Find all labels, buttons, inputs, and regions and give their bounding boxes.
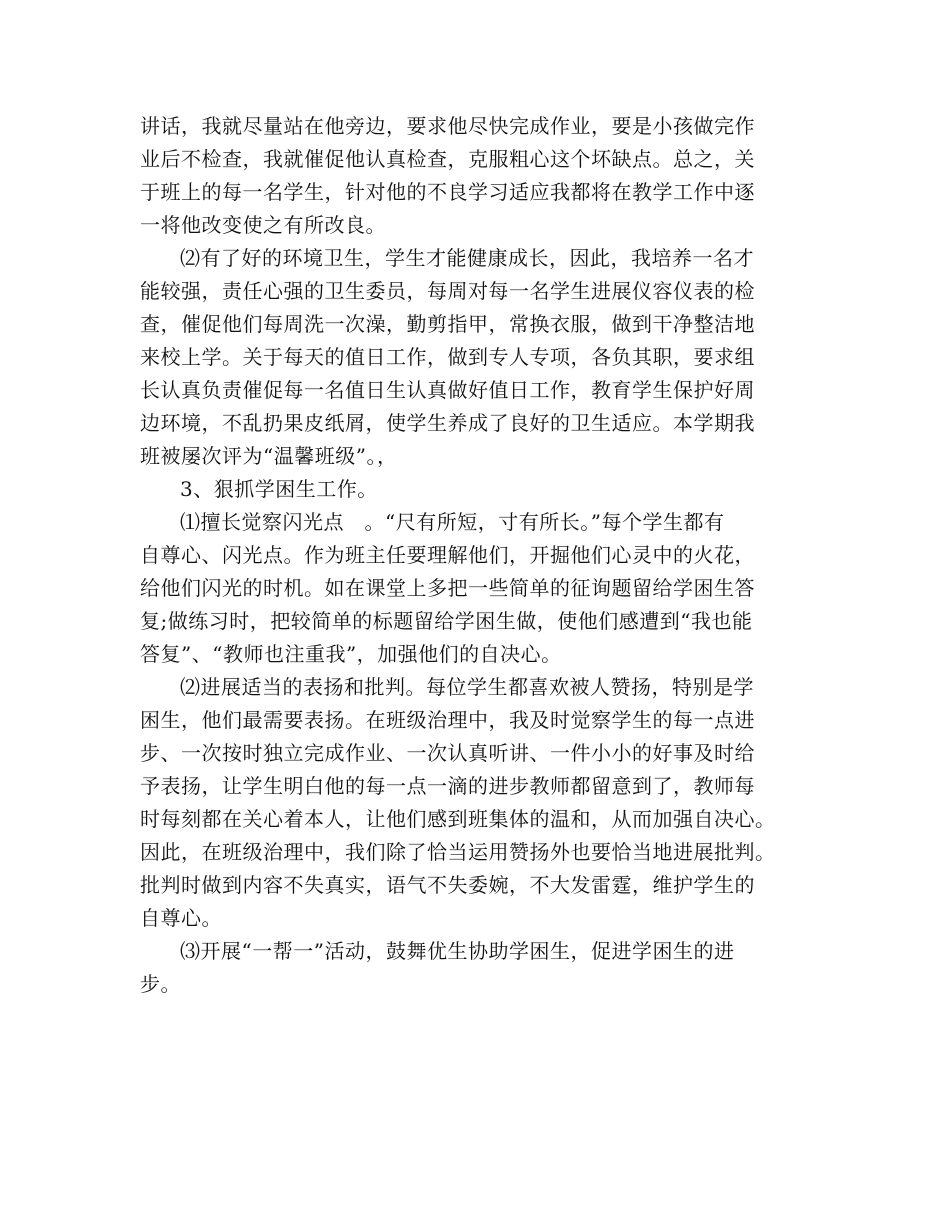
text-line: 长认真负责催促每一名值日生认真做好值日工作，教育学生保护好周 [140, 378, 755, 402]
paragraph-start-line: ⑵有了好的环境卫生，学生才能健康成长，因此，我培养一名才 [180, 246, 754, 270]
paragraph-start-line: ⑵进展适当的表扬和批判。每位学生都喜欢被人赞扬，特别是学 [180, 675, 754, 699]
text-line: 困生，他们最需要表扬。在班级治理中，我及时觉察学生的每一点进 [140, 708, 755, 732]
paragraph-start-line: ⑶开展“一帮一”活动，鼓舞优生协助学困生，促进学困生的进 [180, 939, 735, 963]
text-line: 讲话，我就尽量站在他旁边，要求他尽快完成作业，要是小孩做完作 [140, 114, 755, 138]
text-line: 因此，在班级治理中，我们除了恰当运用赞扬外也要恰当地进展批判。 [140, 840, 776, 864]
text-line: 于班上的每一名学生，针对他的不良学习适应我都将在教学工作中逐 [140, 180, 755, 204]
text-line: 查，催促他们每周洗一次澡，勤剪指甲，常换衣服，做到干净整洁地 [140, 312, 755, 336]
text-line: 班被屡次评为“温馨班级”。， [140, 444, 398, 468]
text-line: 能较强，责任心强的卫生委员，每周对每一名学生进展仪容仪表的检 [140, 279, 755, 303]
text-line: 一将他改变使之有所改良。 [140, 213, 386, 237]
text-line: 时每刻都在关心着本人，让他们感到班集体的温和，从而加强自决心。 [140, 807, 776, 831]
text-line: 复;做练习时，把较简单的标题留给学困生做，使他们感遭到“我也能 [140, 609, 753, 633]
text-line: 业后不检查，我就催促他认真检查，克服粗心这个坏缺点。总之，关 [140, 147, 755, 171]
text-line: 给他们闪光的时机。如在课堂上多把一些简单的征询题留给学困生答 [140, 576, 755, 600]
text-line: 边环境，不乱扔果皮纸屑，使学生养成了良好的卫生适应。本学期我 [140, 411, 755, 435]
text-line: 自尊心。 [140, 906, 222, 930]
text-line: 步。 [140, 972, 181, 996]
body-text [140, 110, 820, 1001]
text-line: 来校上学。关于每天的值日工作，做到专人专项，各负其职，要求组 [140, 345, 755, 369]
paragraph-start-line: ⑴擅长觉察闪光点 。“尺有所短，寸有所长。”每个学生都有 [180, 510, 725, 534]
text-line: 批判时做到内容不失真实，语气不失委婉，不大发雷霆，维护学生的 [140, 873, 755, 897]
section-heading: 3、狠抓学困生工作。 [180, 477, 378, 501]
text-line: 自尊心、闪光点。作为班主任要理解他们，开掘他们心灵中的火花， [140, 543, 755, 567]
text-line: 答复”、“教师也注重我”，加强他们的自决心。 [140, 642, 562, 666]
text-line: 予表扬，让学生明白他的每一点一滴的进步教师都留意到了，教师每 [140, 774, 755, 798]
text-line: 步、一次按时独立完成作业、一次认真听讲、一件小小的好事及时给 [140, 741, 755, 765]
